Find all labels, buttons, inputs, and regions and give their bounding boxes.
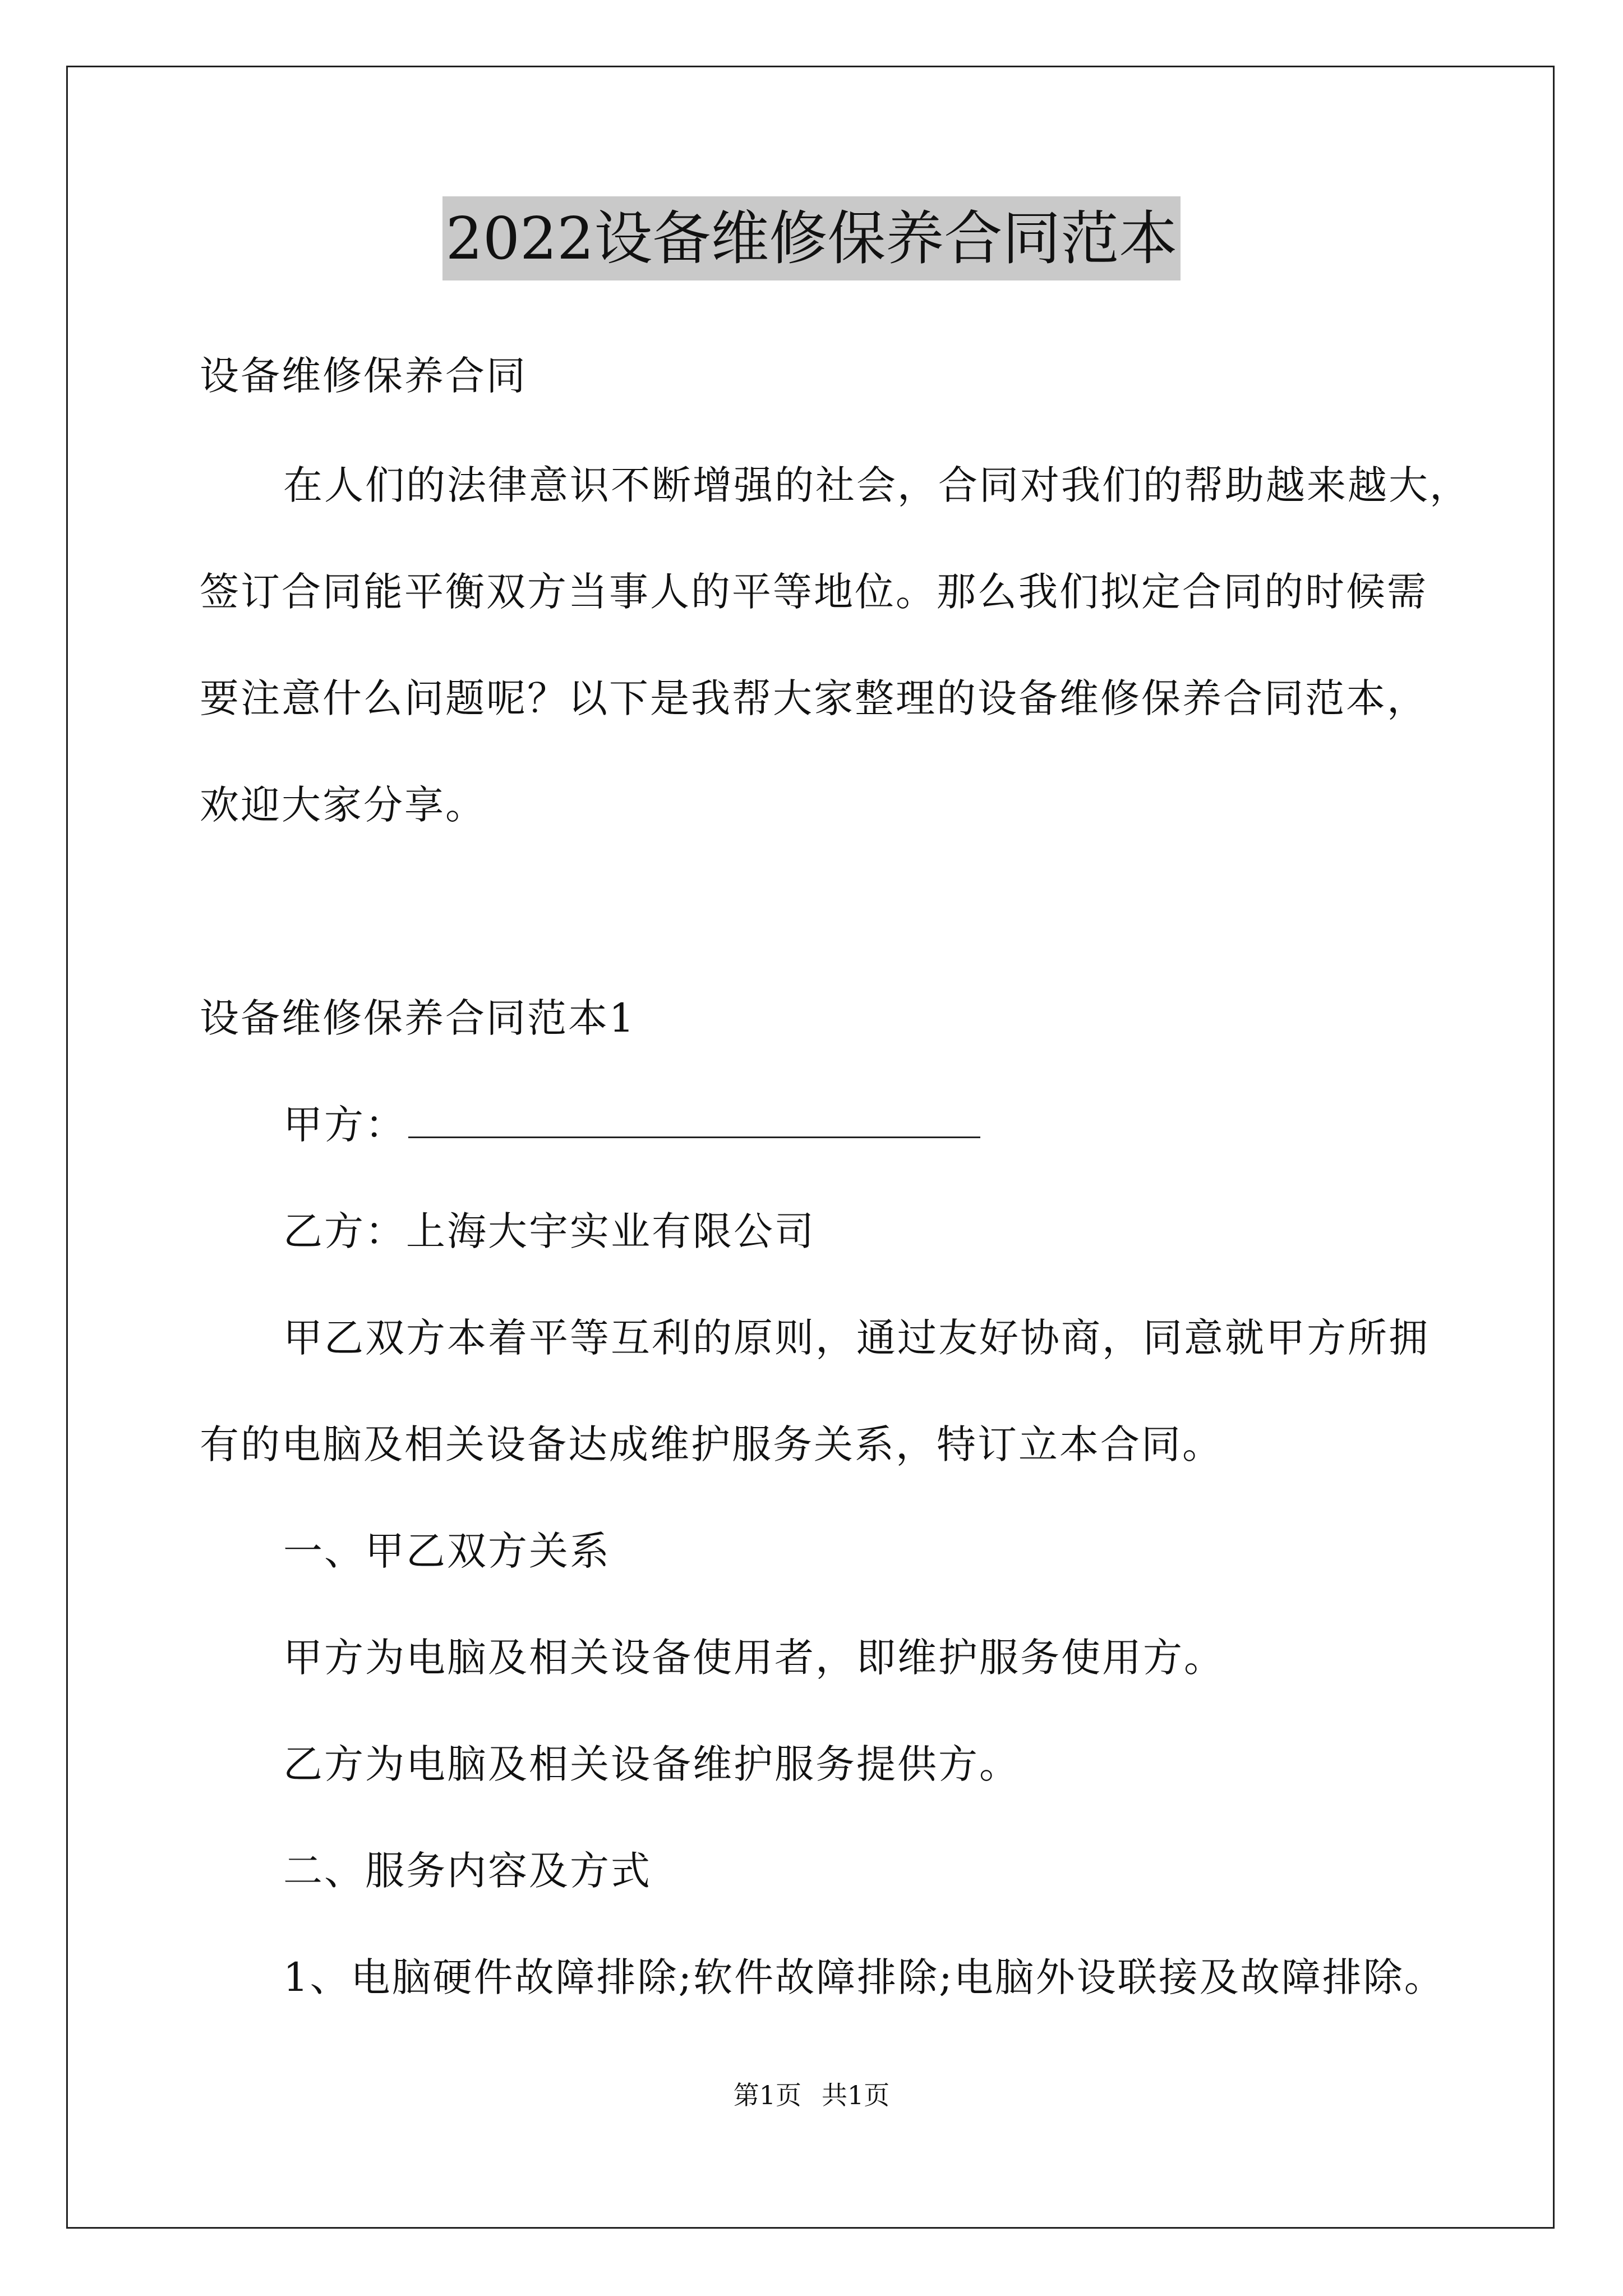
contract-heading: 设备维修保养合同范本1 — [200, 995, 636, 1041]
body-text-line: 乙方为电脑及相关设备维护服务提供方。 — [283, 1741, 1020, 1787]
body-text-line: 1、电脑硬件故障排除;软件故障排除;电脑外设联接及故障排除。 — [283, 1954, 1445, 2000]
clause-heading: 二、服务内容及方式 — [283, 1848, 652, 1894]
page-number-current: 第1页 — [733, 2080, 801, 2110]
body-text-line: 要注意什么问题呢？以下是我帮大家整理的设备维修保养合同范本， — [200, 675, 1428, 721]
body-text-line: 甲乙双方本着平等互利的原则，通过友好协商，同意就甲方所拥 — [283, 1315, 1430, 1361]
body-text-line: 欢迎大家分享。 — [200, 782, 486, 828]
body-text-line: 签订合同能平衡双方当事人的平等地位。那么我们拟定合同的时候需 — [200, 569, 1428, 615]
party-a-line — [283, 1099, 980, 1150]
party-a-blank — [408, 1099, 980, 1138]
body-text-line: 在人们的法律意识不断增强的社会，合同对我们的帮助越来越大， — [283, 462, 1470, 508]
body-text-line: 有的电脑及相关设备达成维护服务关系，特订立本合同。 — [200, 1421, 1223, 1467]
document-title: 2022设备维修保养合同范本 — [442, 196, 1181, 280]
clause-heading: 一、甲乙双方关系 — [283, 1528, 611, 1574]
section-heading: 设备维修保养合同 — [200, 353, 527, 399]
party-b-line: 乙方：上海大宇实业有限公司 — [283, 1208, 815, 1254]
title-block — [0, 196, 1623, 280]
page-number-total: 共1页 — [822, 2080, 890, 2110]
party-a-label: 甲方： — [283, 1102, 406, 1148]
page-footer — [0, 2078, 1623, 2112]
body-text-line: 甲方为电脑及相关设备使用者，即维护服务使用方。 — [283, 1635, 1225, 1681]
